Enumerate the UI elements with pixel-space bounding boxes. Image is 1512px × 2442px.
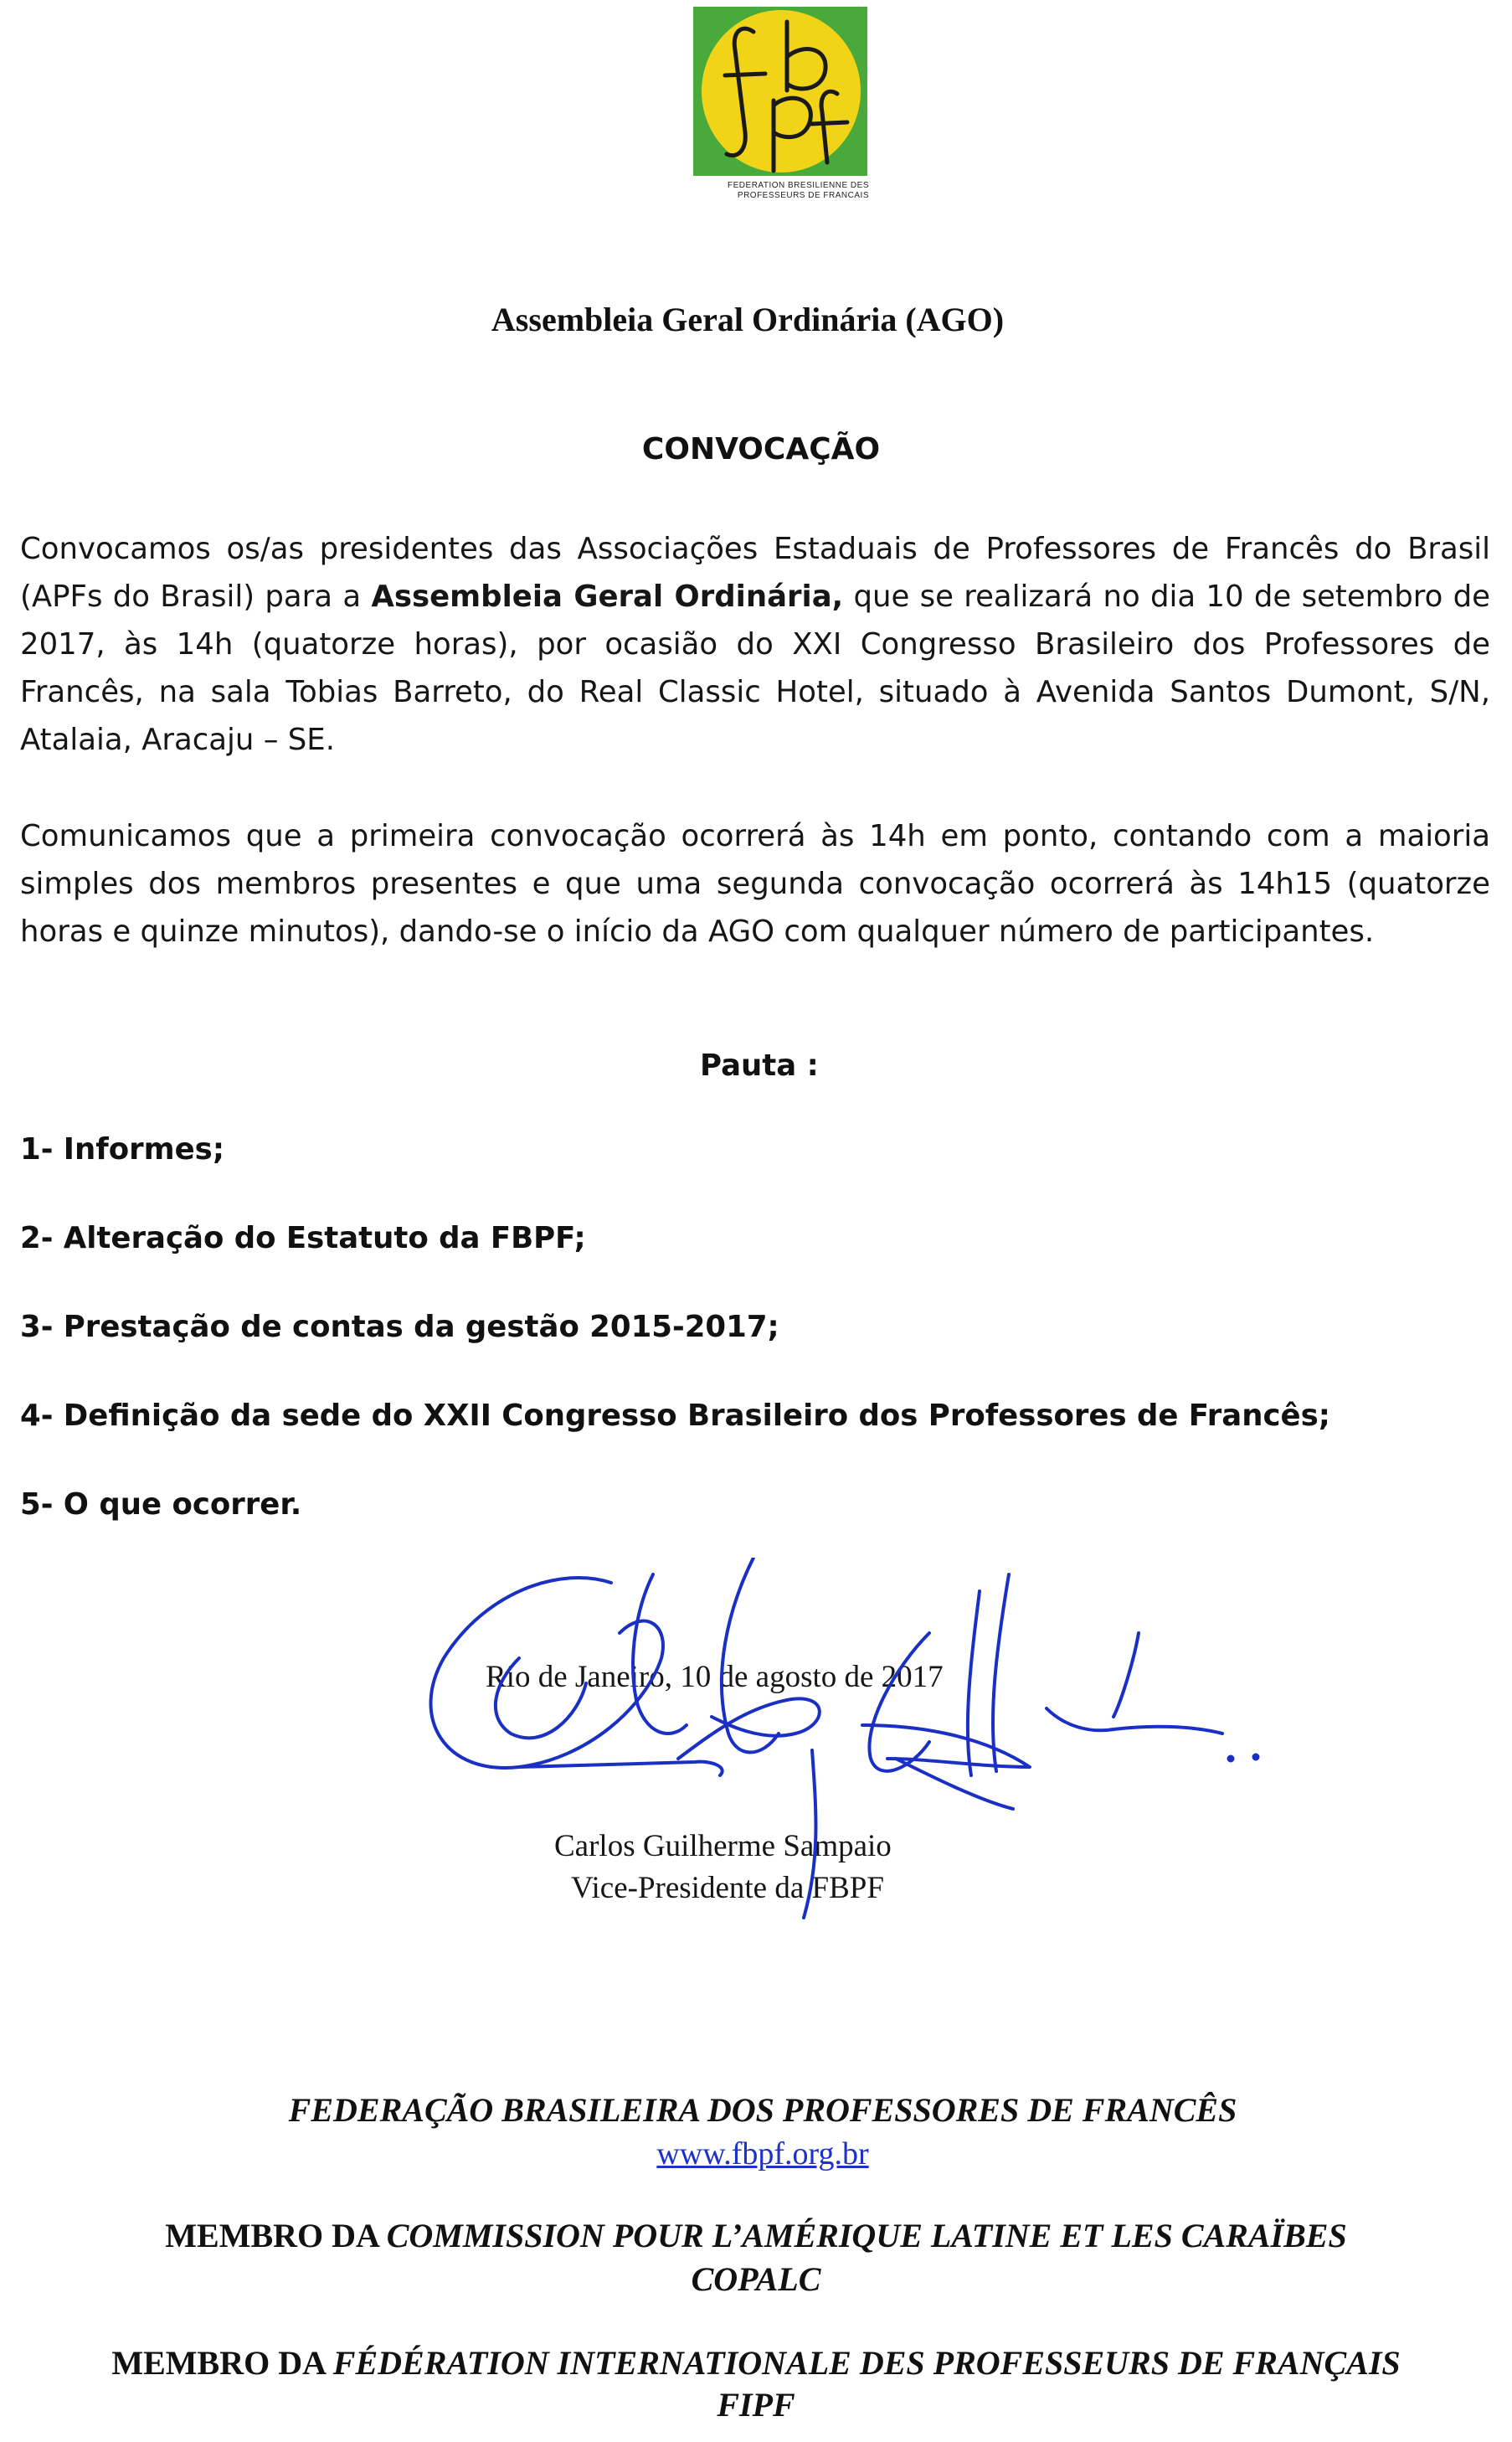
agenda-item: 5- O que ocorrer.	[20, 1487, 302, 1522]
paragraph1-line5: Atalaia, Aracaju – SE.	[20, 723, 335, 757]
paragraph1-line2	[20, 573, 1490, 621]
fbpf-logo	[693, 7, 869, 208]
paragraph2-line2: simples dos membros presentes e que uma segunda convocação ocorrerá às 14h15 (quatorze	[20, 867, 1490, 901]
logo-background	[693, 7, 867, 176]
signer-name: Carlos Guilherme Sampaio	[554, 1829, 892, 1863]
agenda-item: 2- Alteração do Estatuto da FBPF;	[20, 1221, 586, 1255]
logo-monogram	[693, 7, 867, 176]
paragraph-convocation	[20, 525, 1490, 764]
paragraph1-line2-pre: (APFs do Brasil) para a	[20, 580, 372, 614]
title-text: Assembleia Geral Ordinária (AGO)	[491, 301, 1005, 338]
footer-website	[0, 2132, 1512, 2176]
logo-caption	[693, 181, 869, 201]
agenda-list	[20, 1131, 1330, 1574]
document-title	[0, 300, 1512, 340]
logo-caption-line1: FEDERATION BRESILIENNE DES	[728, 181, 869, 190]
paragraph1-line4: Francês, na sala Tobias Barreto, do Real Classic Hotel, situado à Avenida Santos Dumont, S/N,	[20, 675, 1490, 709]
paragraph2-line3: horas e quinze minutos), dando-se o início da AGO com qualquer número de participantes.	[20, 914, 1375, 949]
footer-org-name	[0, 2089, 1512, 2132]
heading-text: CONVOCAÇÃO	[641, 432, 881, 466]
paragraph2-line1: Comunicamos que a primeira convocação ocorrerá às 14h em ponto, contando com a maioria	[20, 819, 1490, 853]
member2-prefix: MEMBRO DA	[111, 2344, 333, 2382]
footer-member-copalc	[0, 2214, 1512, 2258]
agenda-title: Pauta :	[700, 1048, 819, 1083]
website-link[interactable]: www.fbpf.org.br	[656, 2136, 869, 2172]
document-heading	[0, 430, 1512, 469]
paragraph1-line2-post: que se realizará no dia 10 de setembro de	[843, 580, 1490, 614]
logo-caption-line2: PROFESSEURS DE FRANCAIS	[737, 191, 869, 200]
agenda-item: 4- Definição da sede do XXII Congresso Brasileiro dos Professores de Francês;	[20, 1399, 1330, 1433]
paragraph1-line2-bold: Assembleia Geral Ordinária,	[371, 580, 844, 614]
footer-member-copalc-acronym: COPALC	[691, 2260, 821, 2298]
footer-member-fipf-acronym: FIPF	[717, 2386, 795, 2424]
agenda-item: 3- Prestação de contas da gestão 2015-2017;	[20, 1310, 779, 1344]
signer-role: Vice-Presidente da FBPF	[571, 1871, 884, 1905]
member1-name: COMMISSION POUR L’AMÉRIQUE LATINE ET LES CARAÏBES	[386, 2217, 1347, 2254]
agenda-item: 1- Informes;	[20, 1132, 225, 1167]
paragraph1-line3: 2017, às 14h (quatorze horas), por ocasião do XXI Congresso Brasileiro dos Professores de	[20, 627, 1490, 662]
handwritten-signature	[393, 1558, 1281, 1993]
paragraph-schedule	[20, 812, 1490, 956]
member2-name: FÉDÉRATION INTERNATIONALE DES PROFESSEURS DE FRANÇAIS	[332, 2344, 1401, 2382]
paragraph1-line1: Convocamos os/as presidentes das Associações Estaduais de Professores de Francês do Brasil	[20, 532, 1490, 566]
place-date: Rio de Janeiro, 10 de agosto de 2017	[486, 1660, 944, 1694]
footer-member-fipf	[0, 2342, 1512, 2385]
footer-org-name-text: FEDERAÇÃO BRASILEIRA DOS PROFESSORES DE FRANCÊS	[288, 2091, 1237, 2129]
member1-prefix: MEMBRO DA	[165, 2217, 387, 2254]
